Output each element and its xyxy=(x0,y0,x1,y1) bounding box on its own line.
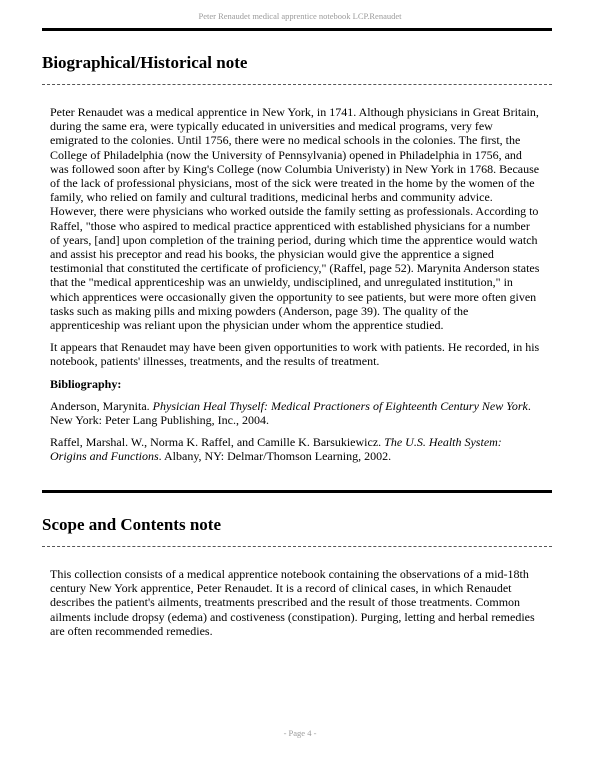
running-header: Peter Renaudet medical apprentice notebook LCP.Renaudet xyxy=(198,11,402,21)
section-title: Biographical/Historical note xyxy=(42,53,248,72)
bibliography-heading: Bibliography: xyxy=(50,376,122,391)
section-body xyxy=(50,105,540,464)
section-divider xyxy=(42,546,552,547)
section-body xyxy=(50,567,540,638)
citation-authors: Anderson, Marynita. xyxy=(50,398,153,413)
page-number: - Page 4 - xyxy=(283,728,317,738)
paragraph: Peter Renaudet was a medical apprentice in New York, in 1741. Although physicians in Great Britain, during the same era, were typically educated in universities and medical programs, very few emigrated to the colonies. Until 1756, there were no medical schools in the colonies. The first, the College of Philadelphia (now the University of Pennsylvania) opened in Philadelphia in 1756, and was followed soon after by King's College (now Columbia Univeristy) in New York in 1768. Because of the lack of professional physicians, most of the sick were treated in the home by the women of the family, who relied on family and cultural traditions, medicinal herbs and community advice. However, there were physicians who worked outside the family setting as professionals. According to Raffel, "those who aspired to medical practice apprenticed with established physicians for a number of years, [and] upon completion of the training period, during which time the apprentice would watch and assist his preceptor and read his books, the physician would give the apprentice a signed testimonial that constituted the certificate of proficiency," (Raffel, page 52). Marynita Anderson states that the "medical apprenticeship was an unwieldy, undisciplined, and unregulated institution," in which apprentices were occasionally given the opportunity to see patients, but were more often given tasks such as making pills and mixing powders (Anderson, page 39). The quality of the apprenticeship was reliant upon the physician under whom the apprentice studied. xyxy=(50,105,540,333)
paragraph: This collection consists of a medical apprentice notebook containing the observations of a mid-18th century New York apprentice, Peter Renaudet. It is a record of clinical cases, in which Renaudet describes the patient's ailments, treatments prescribed and the result of those treatments. Common ailments include dropsy (edema) and costiveness (constipation). Purging, letting and herbal remedies are often recommended remedies. xyxy=(50,567,535,638)
section-divider xyxy=(42,84,552,85)
citation-title: Physician Heal Thyself: Medical Practioners of Eighteenth Century New York xyxy=(152,398,528,413)
scope-contents-section xyxy=(42,490,552,646)
section-title: Scope and Contents note xyxy=(42,515,221,534)
section-top-rule xyxy=(42,490,552,493)
biographical-historical-section xyxy=(42,28,552,472)
citation-authors: Raffel, Marshal. W., Norma K. Raffel, and Camille K. Barsukiewicz. xyxy=(50,435,385,450)
bibliography-entry xyxy=(50,399,540,427)
paragraph: It appears that Renaudet may have been given opportunities to work with patients. He recorded, in his notebook, patients' illnesses, treatments, and the results of treatment. xyxy=(50,340,540,369)
citation-title: The U.S. Health System: Origins and Functions xyxy=(50,435,502,464)
section-top-rule xyxy=(42,28,552,31)
citation-publisher: . New York: Peter Lang Publishing, Inc., 2004. xyxy=(50,398,531,428)
citation-publisher: . Albany, NY: Delmar/Thomson Learning, 2002. xyxy=(158,449,392,464)
bibliography-entry xyxy=(50,435,540,463)
